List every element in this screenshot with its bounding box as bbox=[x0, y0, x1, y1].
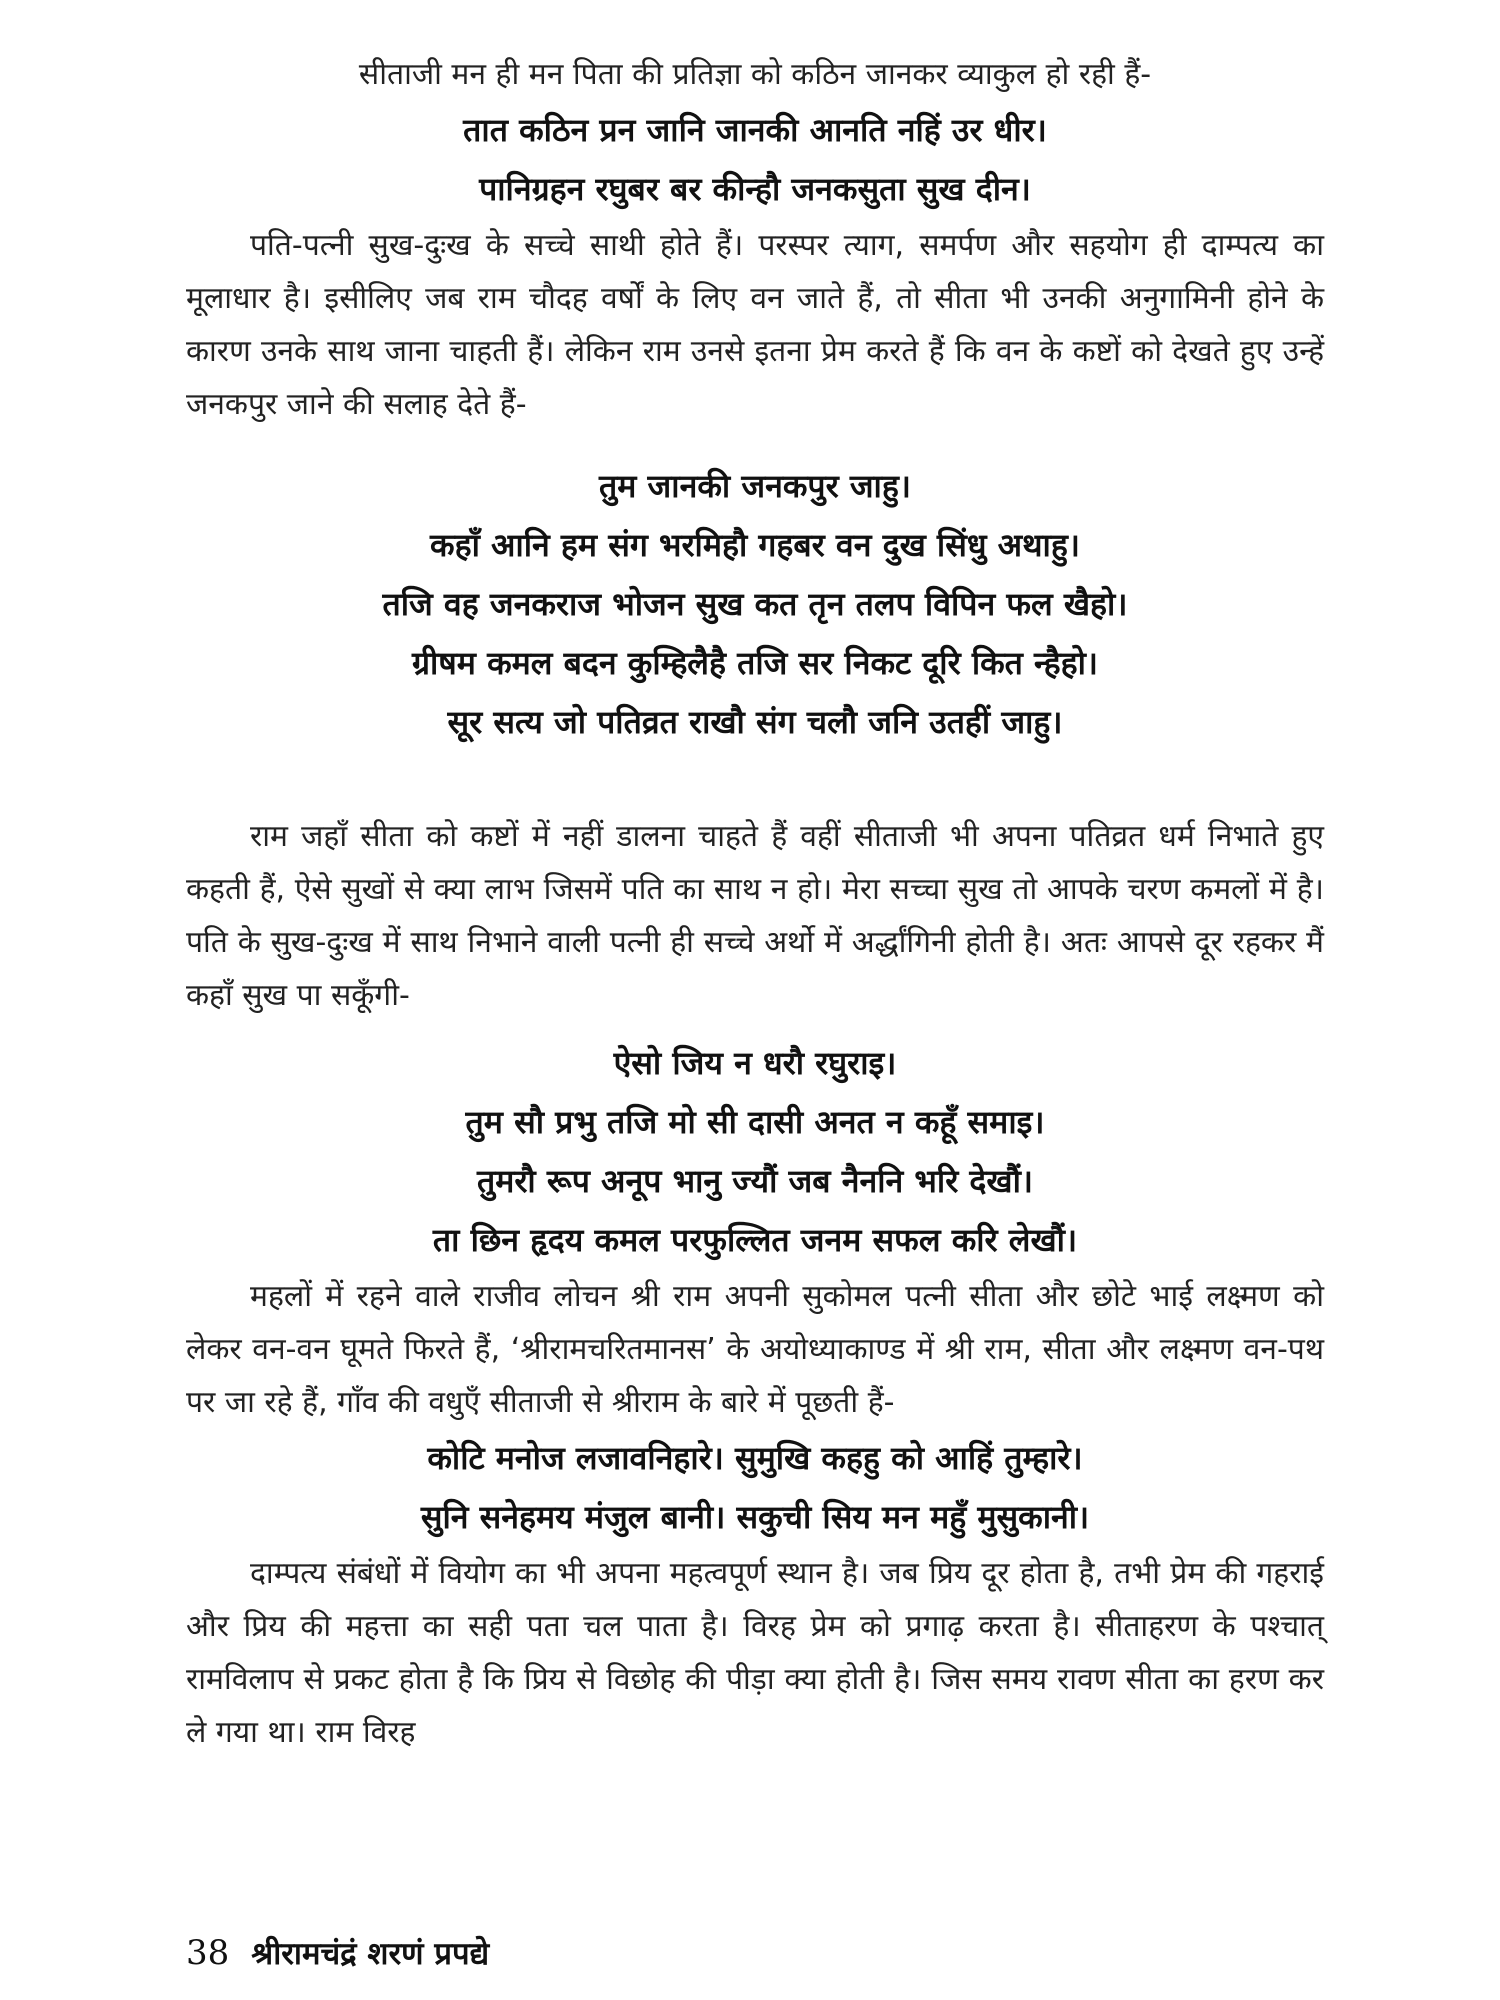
page-number: 38 bbox=[186, 1933, 230, 1973]
intro-line: सीताजी मन ही मन पिता की प्रतिज्ञा को कठिन जानकर व्याकुल हो रही हैं- bbox=[358, 57, 1152, 92]
running-title: श्रीरामचंद्रं शरणं प्रपद्ये bbox=[251, 1936, 490, 1972]
verse-line: तुम जानकी जनकपुर जाहु। bbox=[599, 467, 911, 505]
verse-line: सूर सत्य जो पतिव्रत राखौ संग चलौ जनि उतहीं जाहु। bbox=[447, 703, 1063, 741]
paragraph-4: दाम्पत्य संबंधों में वियोग का भी अपना महत्वपूर्ण स्थान है। जब प्रिय दूर होता है, तभी प्रेम की गहराई और प्रिय की महत्ता का सही पता चल पाता है। विरह प्रेम को प्रगाढ़ करता है। सीताहरण के पश्चात् रामविलाप से प्रकट होता है कि प्रिय से विछोह की पीड़ा क्या होती है। जिस समय रावण सीता का हरण कर ले गया था। राम विरह bbox=[186, 1556, 1324, 1750]
verse-line: तजि वह जनकराज भोजन सुख कत तृन तलप विपिन फल खैहो। bbox=[382, 585, 1128, 623]
paragraph-3: महलों में रहने वाले राजीव लोचन श्री राम अपनी सुकोमल पत्नी सीता और छोटे भाई लक्ष्मण को लेकर वन-वन घूमते फिरते हैं, ‘श्रीरामचरितमानस’ के अयोध्याकाण्ड में श्री राम, सीता और लक्ष्मण वन-पथ पर जा रहे हैं, गाँव की वधुएँ सीताजी से श्रीराम के बारे में पूछती हैं- bbox=[186, 1279, 1324, 1420]
verse-block-3 bbox=[186, 1034, 1324, 1270]
paragraph-1: पति-पत्नी सुख-दुःख के सच्चे साथी होते हैं। परस्पर त्याग, समर्पण और सहयोग ही दाम्पत्य का मूलाधार है। इसीलिए जब राम चौदह वर्षों के लिए वन जाते हैं, तो सीता भी उनकी अनुगामिनी होने के कारण उनके साथ जाना चाहती हैं। लेकिन राम उनसे इतना प्रेम करते हैं कि वन के कष्टों को देखते हुए उन्हें जनकपुर जाने की सलाह देते हैं- bbox=[186, 228, 1324, 422]
verse-line: तुमरौ रूप अनूप भानु ज्यौं जब नैननि भरि देखौं। bbox=[476, 1162, 1034, 1200]
verse-block-1 bbox=[186, 101, 1324, 219]
verse-line: कहाँ आनि हम संग भरमिहौ गहबर वन दुख सिंधु अथाहु। bbox=[430, 526, 1080, 564]
paragraph-2: राम जहाँ सीता को कष्टों में नहीं डालना चाहते हैं वहीं सीताजी भी अपना पतिव्रत धर्म निभाते हुए कहती हैं, ऐसे सुखों से क्या लाभ जिसमें पति का साथ न हो। मेरा सच्चा सुख तो आपके चरण कमलों में है। पति के सुख-दुःख में साथ निभाने वाली पत्नी ही सच्चे अर्थो में अर्द्धांगिनी होती है। अतः आपसे दूर रहकर मैं कहाँ सुख पा सकूँगी- bbox=[186, 819, 1324, 1013]
verse-block-4 bbox=[186, 1429, 1324, 1547]
verse-line: सुनि सनेहमय मंजुल बानी। सकुची सिय मन महुँ मुसुकानी। bbox=[420, 1498, 1090, 1536]
verse-line: कोटि मनोज लजावनिहारे। सुमुखि कहहु को आहिं तुम्हारे। bbox=[427, 1439, 1083, 1477]
verse-line: ग्रीषम कमल बदन कुम्हिलैहै तजि सर निकट दूरि कित न्हैहो। bbox=[411, 644, 1099, 682]
verse-line: तुम सौ प्रभु तजि मो सी दासी अनत न कहूँ समाइ। bbox=[465, 1103, 1045, 1141]
page-body bbox=[186, 48, 1324, 1759]
page-footer bbox=[186, 1932, 489, 1974]
verse-line: पानिग्रहन रघुबर बर कीन्हौ जनकसुता सुख दीन। bbox=[479, 170, 1031, 208]
verse-line: ता छिन हृदय कमल परफुल्लित जनम सफल करि लेखौं। bbox=[432, 1221, 1078, 1259]
verse-line: तात कठिन प्रन जानि जानकी आनति नहिं उर धीर। bbox=[463, 111, 1047, 149]
verse-line: ऐसो जिय न धरौ रघुराइ। bbox=[613, 1044, 897, 1082]
verse-block-2 bbox=[186, 457, 1324, 752]
